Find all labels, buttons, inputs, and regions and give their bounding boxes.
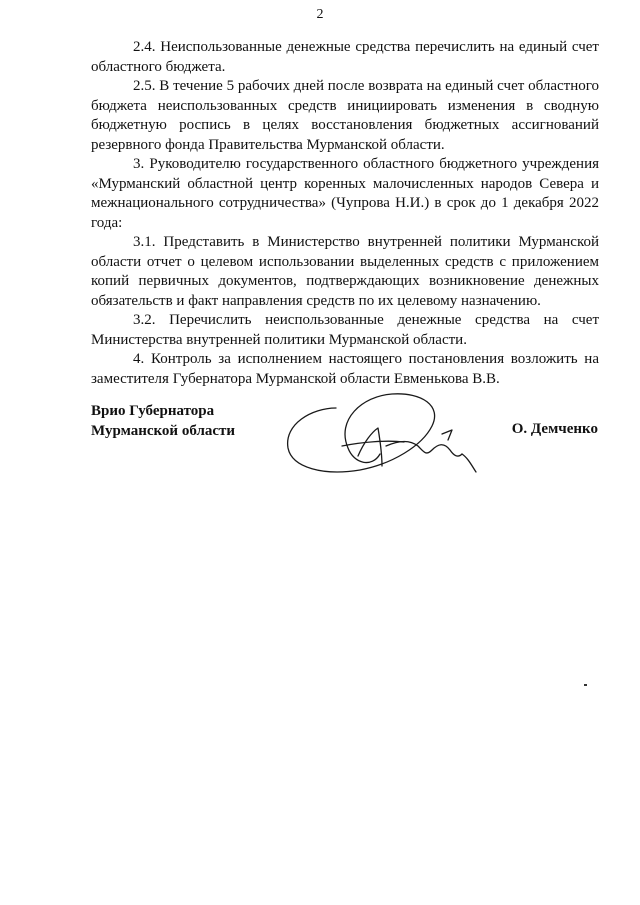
document-body	[91, 38, 599, 389]
paragraph-2-4: 2.4. Неиспользованные денежные средства перечислить на единый счет областного бюджета.	[91, 39, 599, 75]
paragraph-3-2: 3.2. Перечислить неиспользованные денежные средства на счет Министерства внутренней политики Мурманской области.	[91, 312, 599, 348]
paragraph-2-5: 2.5. В течение 5 рабочих дней после возврата на единый счет областного бюджета неиспользованных средств инициировать изменения в сводную бюджетную роспись в целях восстановления бюджетных ассигнований резервного фонда Правительства Мурманской области.	[91, 78, 599, 153]
paragraph-3: 3. Руководителю государственного областного бюджетного учреждения «Мурманский областной центр коренных малочисленных народов Севера и межнационального сотрудничества» (Чупрова Н.И.) в срок до 1 декабря 2022 года:	[91, 156, 599, 231]
paragraph-4: 4. Контроль за исполнением настоящего постановления возложить на заместителя Губернатора Мурманской области Евменькова В.В.	[91, 351, 599, 387]
page-number: 2	[316, 7, 324, 22]
signatory-position	[91, 402, 235, 441]
handwritten-signature	[282, 384, 502, 494]
paragraph-3-1: 3.1. Представить в Министерство внутренней политики Мурманской области отчет о целевом использовании выделенных средств с приложением копий первичных документов, подтверждающих возникновение денежных обязательств и факт направления средств по их целевому назначению.	[91, 234, 599, 309]
signatory-position-line2: Мурманской области	[91, 422, 236, 439]
signatory-position-line1: Врио Губернатора	[91, 403, 215, 419]
signatory-name: О. Демченко	[511, 421, 598, 437]
scan-speck	[584, 684, 587, 686]
